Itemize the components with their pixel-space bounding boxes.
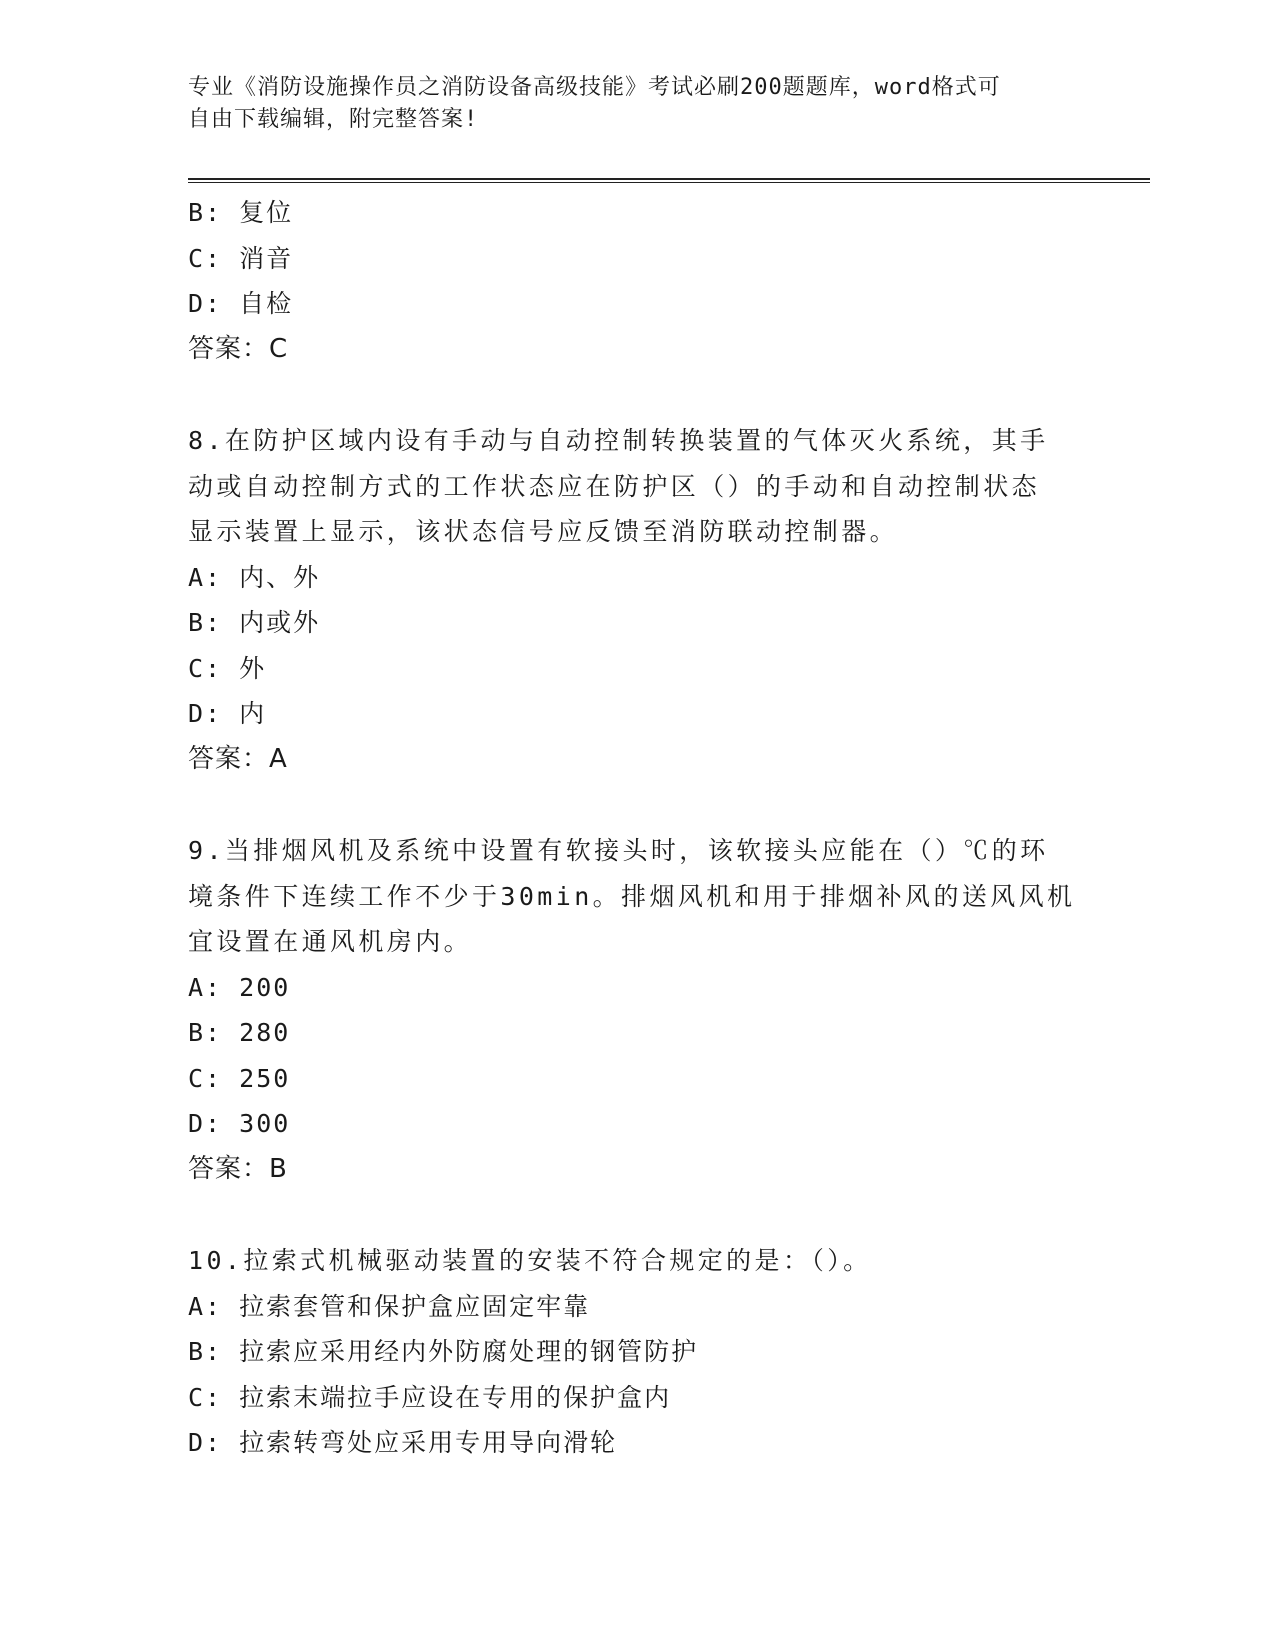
option-a: A: 200 xyxy=(188,972,291,1002)
option-d: D: 内 xyxy=(188,699,267,728)
option-b: B: 280 xyxy=(188,1018,291,1047)
question-list xyxy=(188,190,1088,1466)
question-stem-line: 9.当排烟风机及系统中设置有软接头时，该软接头应能在（）℃的环 xyxy=(188,836,1049,865)
question-stem-line: 宜设置在通风机房内。 xyxy=(188,927,473,956)
answer: 答案：B xyxy=(188,1153,288,1184)
header-line-2: 自由下载编辑，附完整答案! xyxy=(188,107,479,132)
question-stem-line: 显示装置上显示，该状态信号应反馈至消防联动控制器。 xyxy=(188,517,899,546)
answer: 答案：A xyxy=(188,743,288,774)
question-9 xyxy=(188,828,1088,1192)
option-b: B: 内或外 xyxy=(188,608,321,637)
answer: 答案：C xyxy=(188,333,289,364)
document-header xyxy=(188,72,1088,136)
option-b: B: 拉索应采用经内外防腐处理的钢管防护 xyxy=(188,1337,699,1366)
header-line-1: 专业《消防设施操作员之消防设备高级技能》考试必刷200题题库，word格式可 xyxy=(188,75,1001,100)
option-a: A: 内、外 xyxy=(188,562,321,592)
option-d: D: 拉索转弯处应采用专用导向滑轮 xyxy=(188,1428,618,1457)
option-d: D: 自检 xyxy=(188,289,294,318)
option-c: C: 消音 xyxy=(188,243,294,273)
header-divider xyxy=(188,178,1150,183)
question-stem-line: 8.在防护区域内设有手动与自动控制转换装置的气体灭火系统，其手 xyxy=(188,426,1049,455)
question-stem-line: 动或自动控制方式的工作状态应在防护区（）的手动和自动控制状态 xyxy=(188,471,1041,501)
question-10 xyxy=(188,1238,1088,1466)
question-7-tail xyxy=(188,190,1088,372)
option-a: A: 拉索套管和保护盒应固定牢靠 xyxy=(188,1291,591,1321)
question-8 xyxy=(188,418,1088,782)
option-c: C: 外 xyxy=(188,653,267,683)
question-stem-line: 10.拉索式机械驱动装置的安装不符合规定的是：（）。 xyxy=(188,1246,872,1275)
option-b: B: 复位 xyxy=(188,198,294,227)
question-stem-line: 境条件下连续工作不少于30min。排烟风机和用于排烟补风的送风风机 xyxy=(188,881,1076,911)
option-c: C: 拉索末端拉手应设在专用的保护盒内 xyxy=(188,1382,672,1412)
option-c: C: 250 xyxy=(188,1063,291,1093)
option-d: D: 300 xyxy=(188,1109,291,1138)
